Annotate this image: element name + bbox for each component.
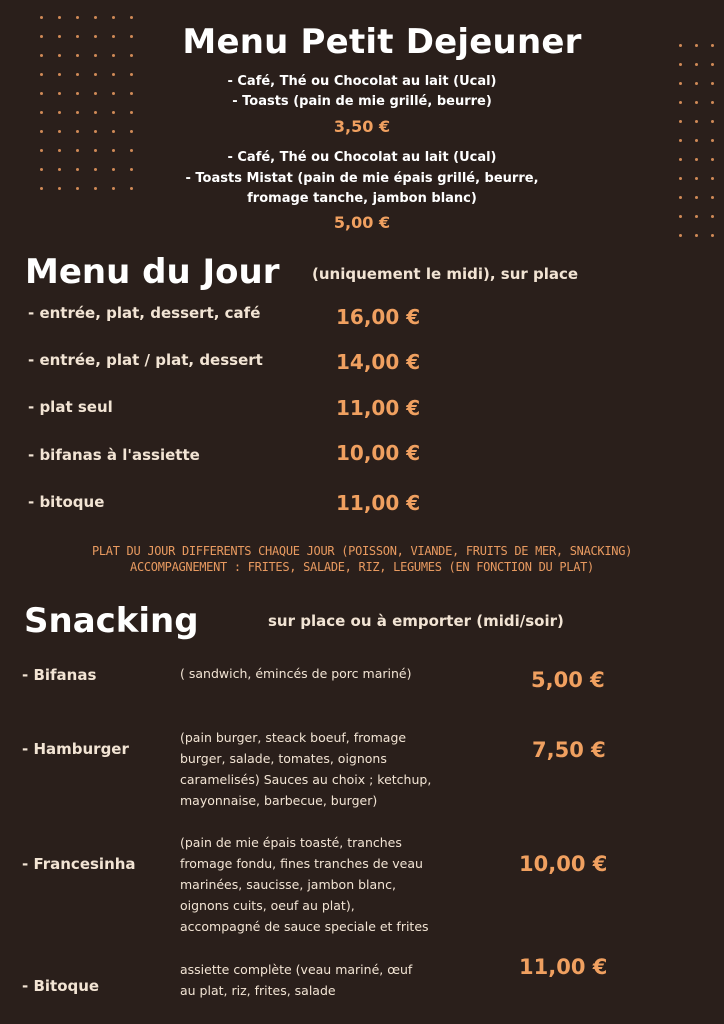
breakfast-formula1-line: - Café, Thé ou Chocolat au lait (Ucal) — [227, 74, 497, 89]
snacking-title: Snacking — [24, 601, 199, 641]
snack-name: - Bitoque — [22, 977, 100, 995]
menu-du-jour-title: Menu du Jour — [25, 252, 280, 292]
snack-price: 7,50 € — [532, 738, 606, 762]
snack-name: - Bifanas — [22, 666, 97, 684]
snack-description: assiette complète (veau mariné, œuf au plat, riz, frites, salade — [180, 962, 413, 998]
snack-description: ( sandwich, émincés de porc mariné) — [180, 666, 412, 681]
menu-du-jour-item-price: 14,00 € — [336, 350, 421, 374]
menu-du-jour-note: ACCOMPAGNEMENT : FRITES, SALADE, RIZ, LEGUMES (EN FONCTION DU PLAT) — [130, 560, 594, 574]
snack-description: (pain burger, steack boeuf, fromage burger, salade, tomates, oignons caramelisés) Sauces au choix ; ketchup, mayonnaise, barbecue, burger) — [180, 730, 432, 808]
snack-price: 5,00 € — [531, 668, 605, 692]
menu-du-jour-item-label: - bitoque — [28, 493, 105, 511]
menu-du-jour-item-price: 10,00 € — [336, 441, 421, 465]
snack-name: - Hamburger — [22, 740, 129, 758]
menu-du-jour-item-label: - entrée, plat / plat, dessert — [28, 351, 263, 369]
menu-du-jour-subtitle: (uniquement le midi), sur place — [312, 265, 579, 283]
breakfast-title: Menu Petit Dejeuner — [182, 22, 582, 62]
snack-name: - Francesinha — [22, 855, 136, 873]
menu-du-jour-item-price: 11,00 € — [336, 491, 421, 515]
menu-du-jour-item-label: - bifanas à l'assiette — [28, 446, 200, 464]
snack-price: 10,00 € — [519, 852, 608, 876]
snack-description: (pain de mie épais toasté, tranches fromage fondu, fines tranches de veau marinées, saucisse, jambon blanc, oignons cuits, oeuf au plat), accompagné de sauce speciale et frites — [180, 835, 429, 934]
menu-du-jour-note: PLAT DU JOUR DIFFERENTS CHAQUE JOUR (POISSON, VIANDE, FRUITS DE MER, SNACKING) — [91, 544, 633, 558]
snack-price: 11,00 € — [519, 955, 608, 979]
breakfast-formula2-line: - Café, Thé ou Chocolat au lait (Ucal) — [227, 150, 497, 165]
menu-du-jour-item-price: 16,00 € — [336, 305, 421, 329]
snacking-subtitle: sur place ou à emporter (midi/soir) — [268, 612, 564, 630]
menu-du-jour-item-price: 11,00 € — [336, 396, 421, 420]
breakfast-formula2-line: fromage tanche, jambon blanc) — [247, 191, 477, 206]
breakfast-formula1-price: 3,50 € — [333, 117, 391, 136]
menu-du-jour-item-label: - plat seul — [28, 398, 113, 416]
menu-du-jour-item-label: - entrée, plat, dessert, café — [28, 304, 261, 322]
breakfast-formula1-line: - Toasts (pain de mie grillé, beurre) — [232, 94, 492, 109]
breakfast-formula2-price: 5,00 € — [333, 213, 391, 232]
breakfast-formula2-line: - Toasts Mistat (pain de mie épais grillé, beurre, — [185, 171, 539, 186]
